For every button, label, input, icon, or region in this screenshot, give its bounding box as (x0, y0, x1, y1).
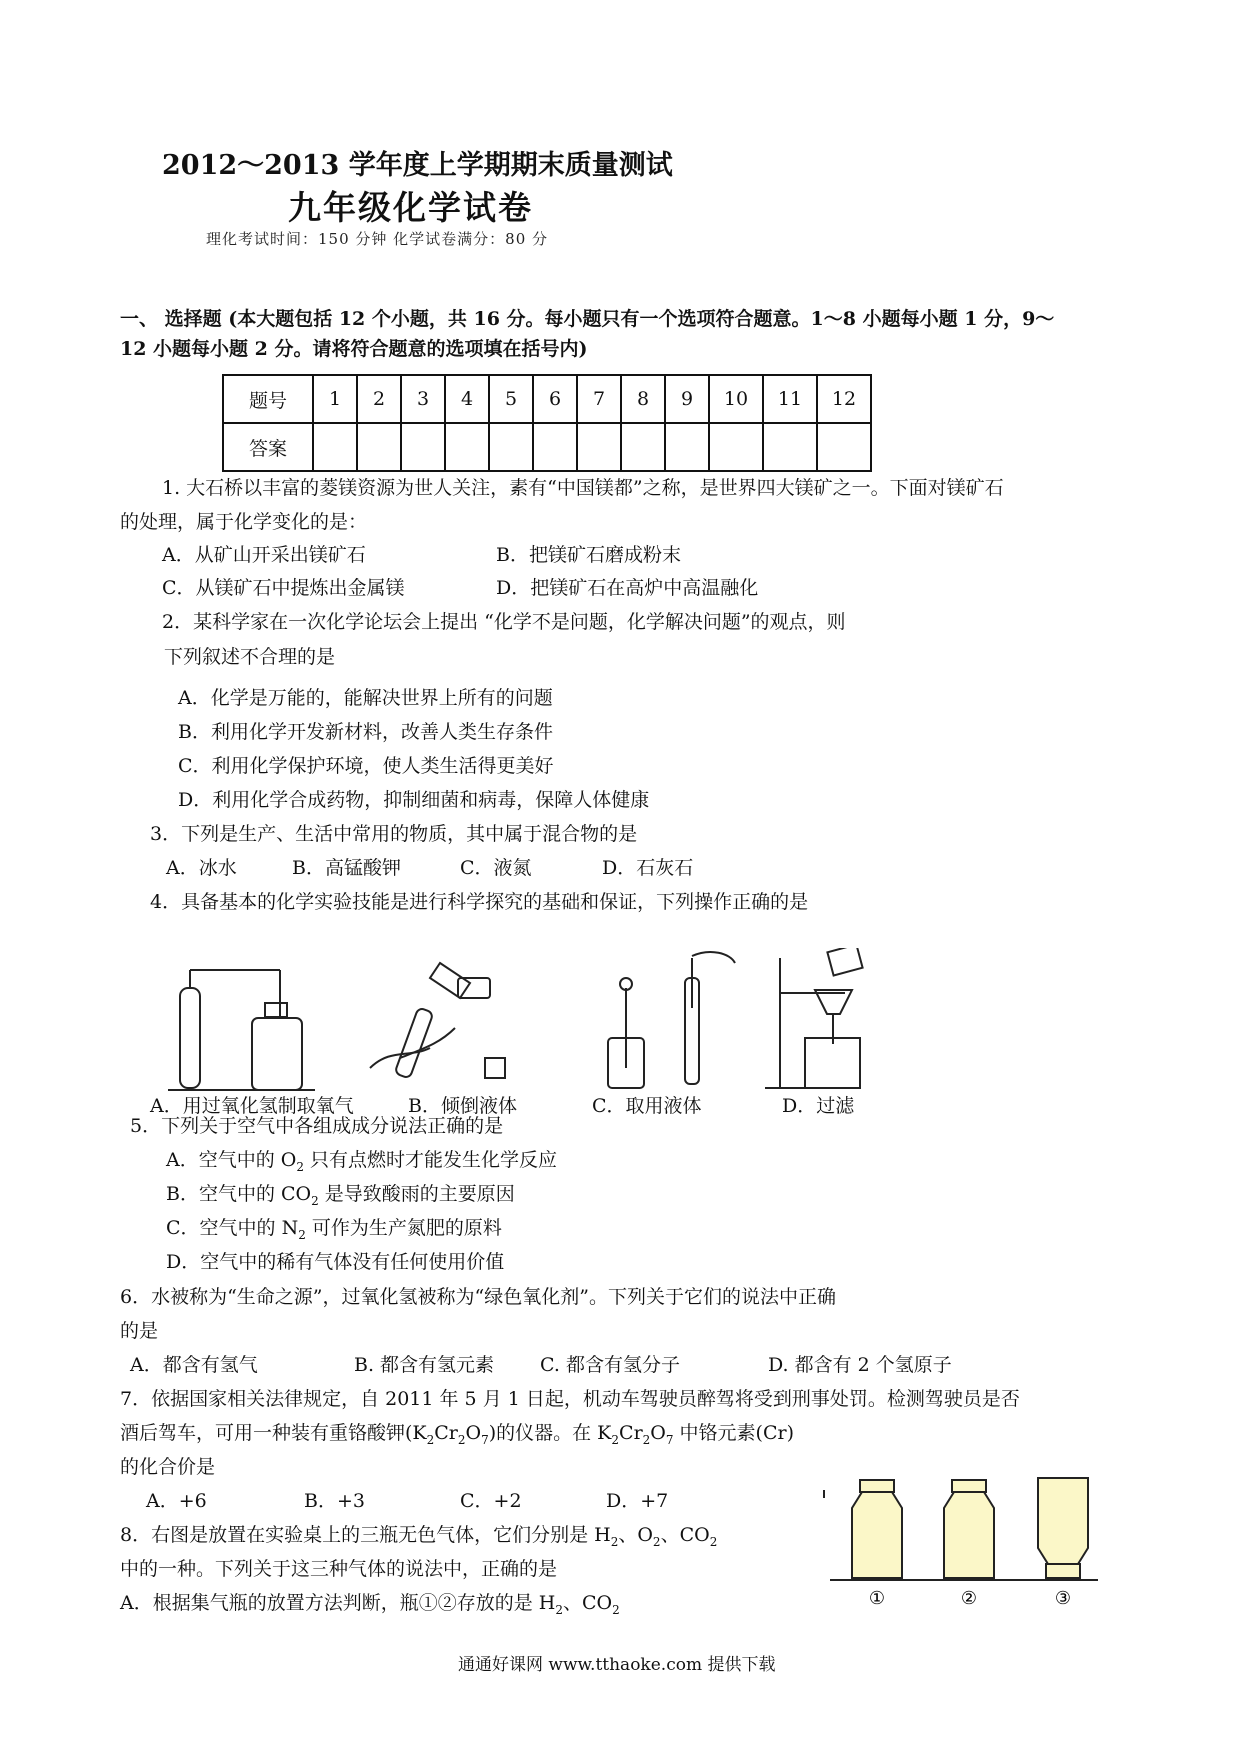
q1-option-b: B．把镁矿石磨成粉末 (496, 544, 681, 566)
q6-option-c: C. 都含有氢分子 (540, 1354, 680, 1376)
q5-option-a: A．空气中的 $O_2$ 只有点燃时才能发生化学反应 (166, 1149, 558, 1174)
gas-bottle-3-icon (1038, 1478, 1088, 1578)
answer-table (222, 374, 872, 472)
q4-stem: 4．具备基本的化学实验技能是进行科学探究的基础和保证，下列操作正确的是 (150, 891, 809, 913)
q8-stem-line2: 中的一种。下列关于这三种气体的说法中，正确的是 (120, 1558, 558, 1580)
q3-option-c: C．液氮 (460, 857, 532, 879)
q3-option-b: B．高锰酸钾 (292, 857, 401, 879)
apparatus-a-icon (168, 970, 315, 1090)
q8-gas-bottles-figure (820, 1470, 1100, 1620)
q2-option-d: D．利用化学合成药物，抑制细菌和病毒，保障人体健康 (178, 789, 650, 811)
table-number-cell: 11 (763, 375, 817, 423)
q5-option-c: C．空气中的 $N_2$ 可作为生产氮肥的原料 (166, 1217, 502, 1242)
answer-cell[interactable] (577, 423, 621, 471)
q7-stem-line3: 的化合价是 (120, 1456, 216, 1478)
q4-caption-b: B．倾倒液体 (408, 1095, 517, 1117)
bottle-label-1: ① (868, 1588, 886, 1609)
q7-stem-line2: 酒后驾车，可用一种装有重铬酸钾$(K_2Cr_2O_7)$的仪器。在 $K_2Cr_2O_7$ 中铬元素(Cr) (120, 1422, 795, 1447)
q6-option-d: D. 都含有 2 个氢原子 (768, 1354, 952, 1376)
table-number-cell: 5 (489, 375, 533, 423)
q1-stem-line2: 的处理，属于化学变化的是： (120, 511, 368, 533)
answer-cell[interactable] (313, 423, 357, 471)
q3-stem: 3．下列是生产、生活中常用的物质，其中属于混合物的是 (150, 823, 638, 845)
q2-option-a: A．化学是万能的，能解决世界上所有的问题 (178, 687, 553, 709)
q6-stem-line2: 的是 (120, 1320, 159, 1342)
q6-option-a: A．都含有氢气 (130, 1354, 258, 1376)
q7-option-b: B．+3 (304, 1490, 365, 1512)
q2-stem-line1: 2．某科学家在一次化学论坛会上提出 “化学不是问题，化学解决问题”的观点，则 (162, 611, 846, 633)
exam-info: 理化考试时间：150 分钟 化学试卷满分：80 分 (206, 230, 549, 248)
q6-option-b: B. 都含有氢元素 (354, 1354, 495, 1376)
q4-caption-a: A．用过氧化氢制取氧气 (150, 1095, 354, 1117)
apparatus-d-icon (765, 948, 863, 1088)
q1-option-d: D．把镁矿石在高炉中高温融化 (496, 577, 759, 599)
answer-cell[interactable] (665, 423, 709, 471)
answer-cell[interactable] (401, 423, 445, 471)
q1-option-c: C．从镁矿石中提炼出金属镁 (162, 577, 405, 599)
answer-cell[interactable] (817, 423, 871, 471)
answer-table-answer-row (223, 423, 871, 471)
q2-option-c: C．利用化学保护环境，使人类生活得更美好 (178, 755, 554, 777)
q7-stem-line1: 7．依据国家相关法律规定，自 2011 年 5 月 1 日起，机动车驾驶员醉驾将受到刑事处罚。检测驾驶员是否 (120, 1388, 1020, 1410)
table-number-cell: 7 (577, 375, 621, 423)
q1-option-a: A．从矿山开采出镁矿石 (162, 544, 366, 566)
q3-option-d: D．石灰石 (602, 857, 694, 879)
q4-caption-c: C．取用液体 (592, 1095, 702, 1117)
table-number-cell: 9 (665, 375, 709, 423)
gas-bottle-1-icon (852, 1480, 902, 1578)
table-number-cell: 6 (533, 375, 577, 423)
footer-source: 通通好课网 www.tthaoke.com 提供下载 (458, 1655, 776, 1675)
apparatus-c-icon (608, 952, 735, 1088)
q4-caption-d: D．过滤 (782, 1095, 855, 1117)
table-number-cell: 3 (401, 375, 445, 423)
q7-option-a: A．+6 (146, 1490, 207, 1512)
answer-cell[interactable] (621, 423, 665, 471)
bottle-label-3: ③ (1054, 1588, 1072, 1609)
q5-option-b: B．空气中的 $CO_2$ 是导致酸雨的主要原因 (166, 1183, 515, 1208)
q2-option-b: B．利用化学开发新材料，改善人类生存条件 (178, 721, 553, 743)
q3-option-a: A．冰水 (166, 857, 237, 879)
q7-option-c: C．+2 (460, 1490, 522, 1512)
q2-stem-line2: 下列叙述不合理的是 (164, 646, 336, 668)
answer-cell[interactable] (489, 423, 533, 471)
table-number-cell: 1 (313, 375, 357, 423)
answer-cell[interactable] (763, 423, 817, 471)
q1-stem-line1: 1. 大石桥以丰富的菱镁资源为世人关注，素有“中国镁都”之称，是世界四大镁矿之一。下面对镁矿石 (162, 477, 1004, 499)
exam-title-line2: 九年级化学试卷 (288, 188, 533, 227)
table-header-number: 题号 (223, 375, 313, 423)
answer-cell[interactable] (709, 423, 763, 471)
q6-stem-line1: 6．水被称为“生命之源”，过氧化氢被称为“绿色氧化剂”。下列关于它们的说法中正确 (120, 1286, 836, 1308)
section-heading-line1: 一、 选择题 (本大题包括 12 个小题，共 16 分。每小题只有一个选项符合题意。1～8 小题每小题 1 分，9～ (120, 308, 1055, 330)
answer-cell[interactable] (445, 423, 489, 471)
section-heading-line2: 12 小题每小题 2 分。请将符合题意的选项填在括号内) (120, 338, 588, 360)
q4-apparatus-figure (140, 948, 940, 1108)
q8-stem-line1: 8．右图是放置在实验桌上的三瓶无色气体，它们分别是 $H_2$、$O_2$、$CO_2$ (120, 1524, 718, 1549)
answer-cell[interactable] (533, 423, 577, 471)
gas-bottle-2-icon (944, 1480, 994, 1578)
table-number-cell: 10 (709, 375, 763, 423)
table-header-answer: 答案 (223, 423, 313, 471)
bottle-label-2: ② (960, 1588, 978, 1609)
exam-title-line1: 2012～2013 学年度上学期期末质量测试 (162, 150, 673, 181)
answer-table-number-row (223, 375, 871, 423)
q7-option-d: D．+7 (606, 1490, 669, 1512)
table-number-cell: 12 (817, 375, 871, 423)
q5-option-d: D．空气中的稀有气体没有任何使用价值 (166, 1251, 505, 1273)
answer-cell[interactable] (357, 423, 401, 471)
table-number-cell: 4 (445, 375, 489, 423)
apparatus-b-icon (370, 963, 505, 1079)
table-number-cell: 8 (621, 375, 665, 423)
table-number-cell: 2 (357, 375, 401, 423)
q5-stem: 5．下列关于空气中各组成成分说法正确的是 (130, 1115, 504, 1137)
q8-option-a: A．根据集气瓶的放置方法判断，瓶①②存放的是 $H_2$、$CO_2$ (120, 1592, 620, 1617)
